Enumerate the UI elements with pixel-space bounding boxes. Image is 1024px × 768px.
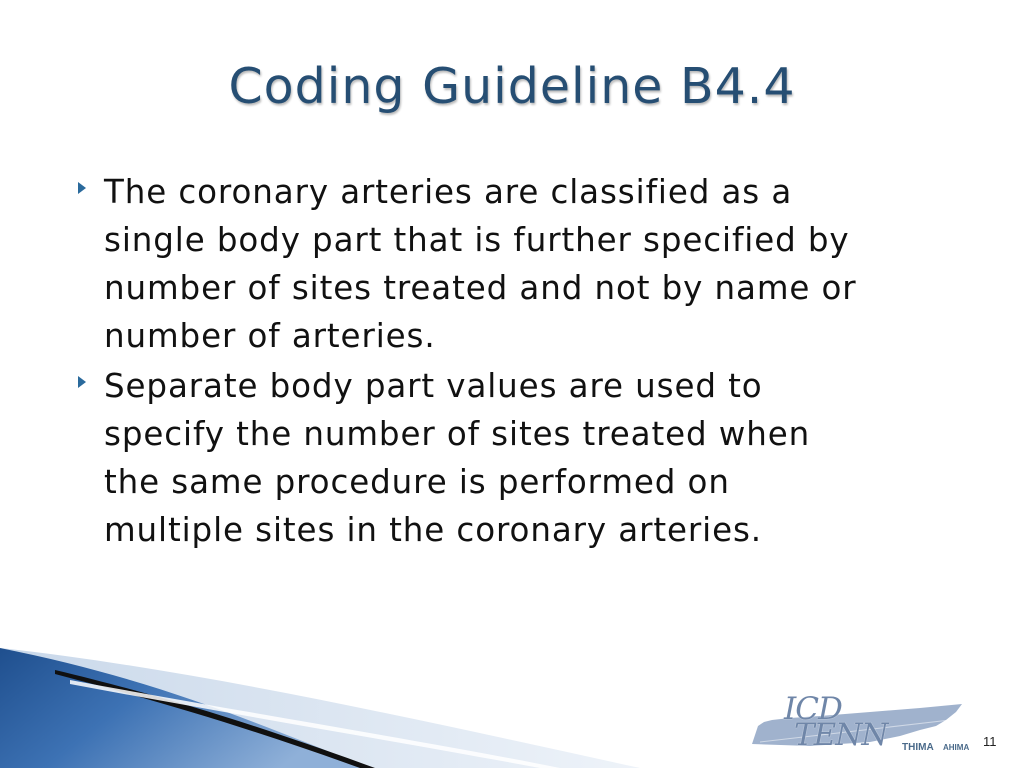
logo-ahima-text: AHIMA	[943, 743, 970, 752]
bullet-line: single body part that is further specified by	[104, 221, 850, 259]
logo-icd-text: ICD	[784, 691, 842, 727]
bullet-line: number of arteries.	[104, 317, 436, 355]
bullet-line: the same procedure is performed on	[104, 463, 730, 501]
logo-tenn-text: TENN	[794, 717, 888, 753]
logo-thima-text: THIMA	[902, 742, 934, 753]
bullet-item	[74, 362, 974, 554]
bullet-line: number of sites treated and not by name or	[104, 269, 857, 307]
bullet-line: specify the number of sites treated when	[104, 415, 811, 453]
bullet-list	[74, 168, 974, 556]
slide-title: Coding Guideline B4.4	[228, 58, 796, 115]
page-number: 11	[983, 734, 997, 749]
bullet-line: multiple sites in the coronary arteries.	[104, 511, 763, 549]
triangle-bullet-icon	[78, 376, 86, 388]
bullet-line: The coronary arteries are classified as a	[104, 173, 793, 211]
bullet-item	[74, 168, 974, 360]
triangle-bullet-icon	[78, 182, 86, 194]
bullet-line: Separate body part values are used to	[104, 367, 763, 405]
icd-tenn-logo	[750, 686, 972, 756]
